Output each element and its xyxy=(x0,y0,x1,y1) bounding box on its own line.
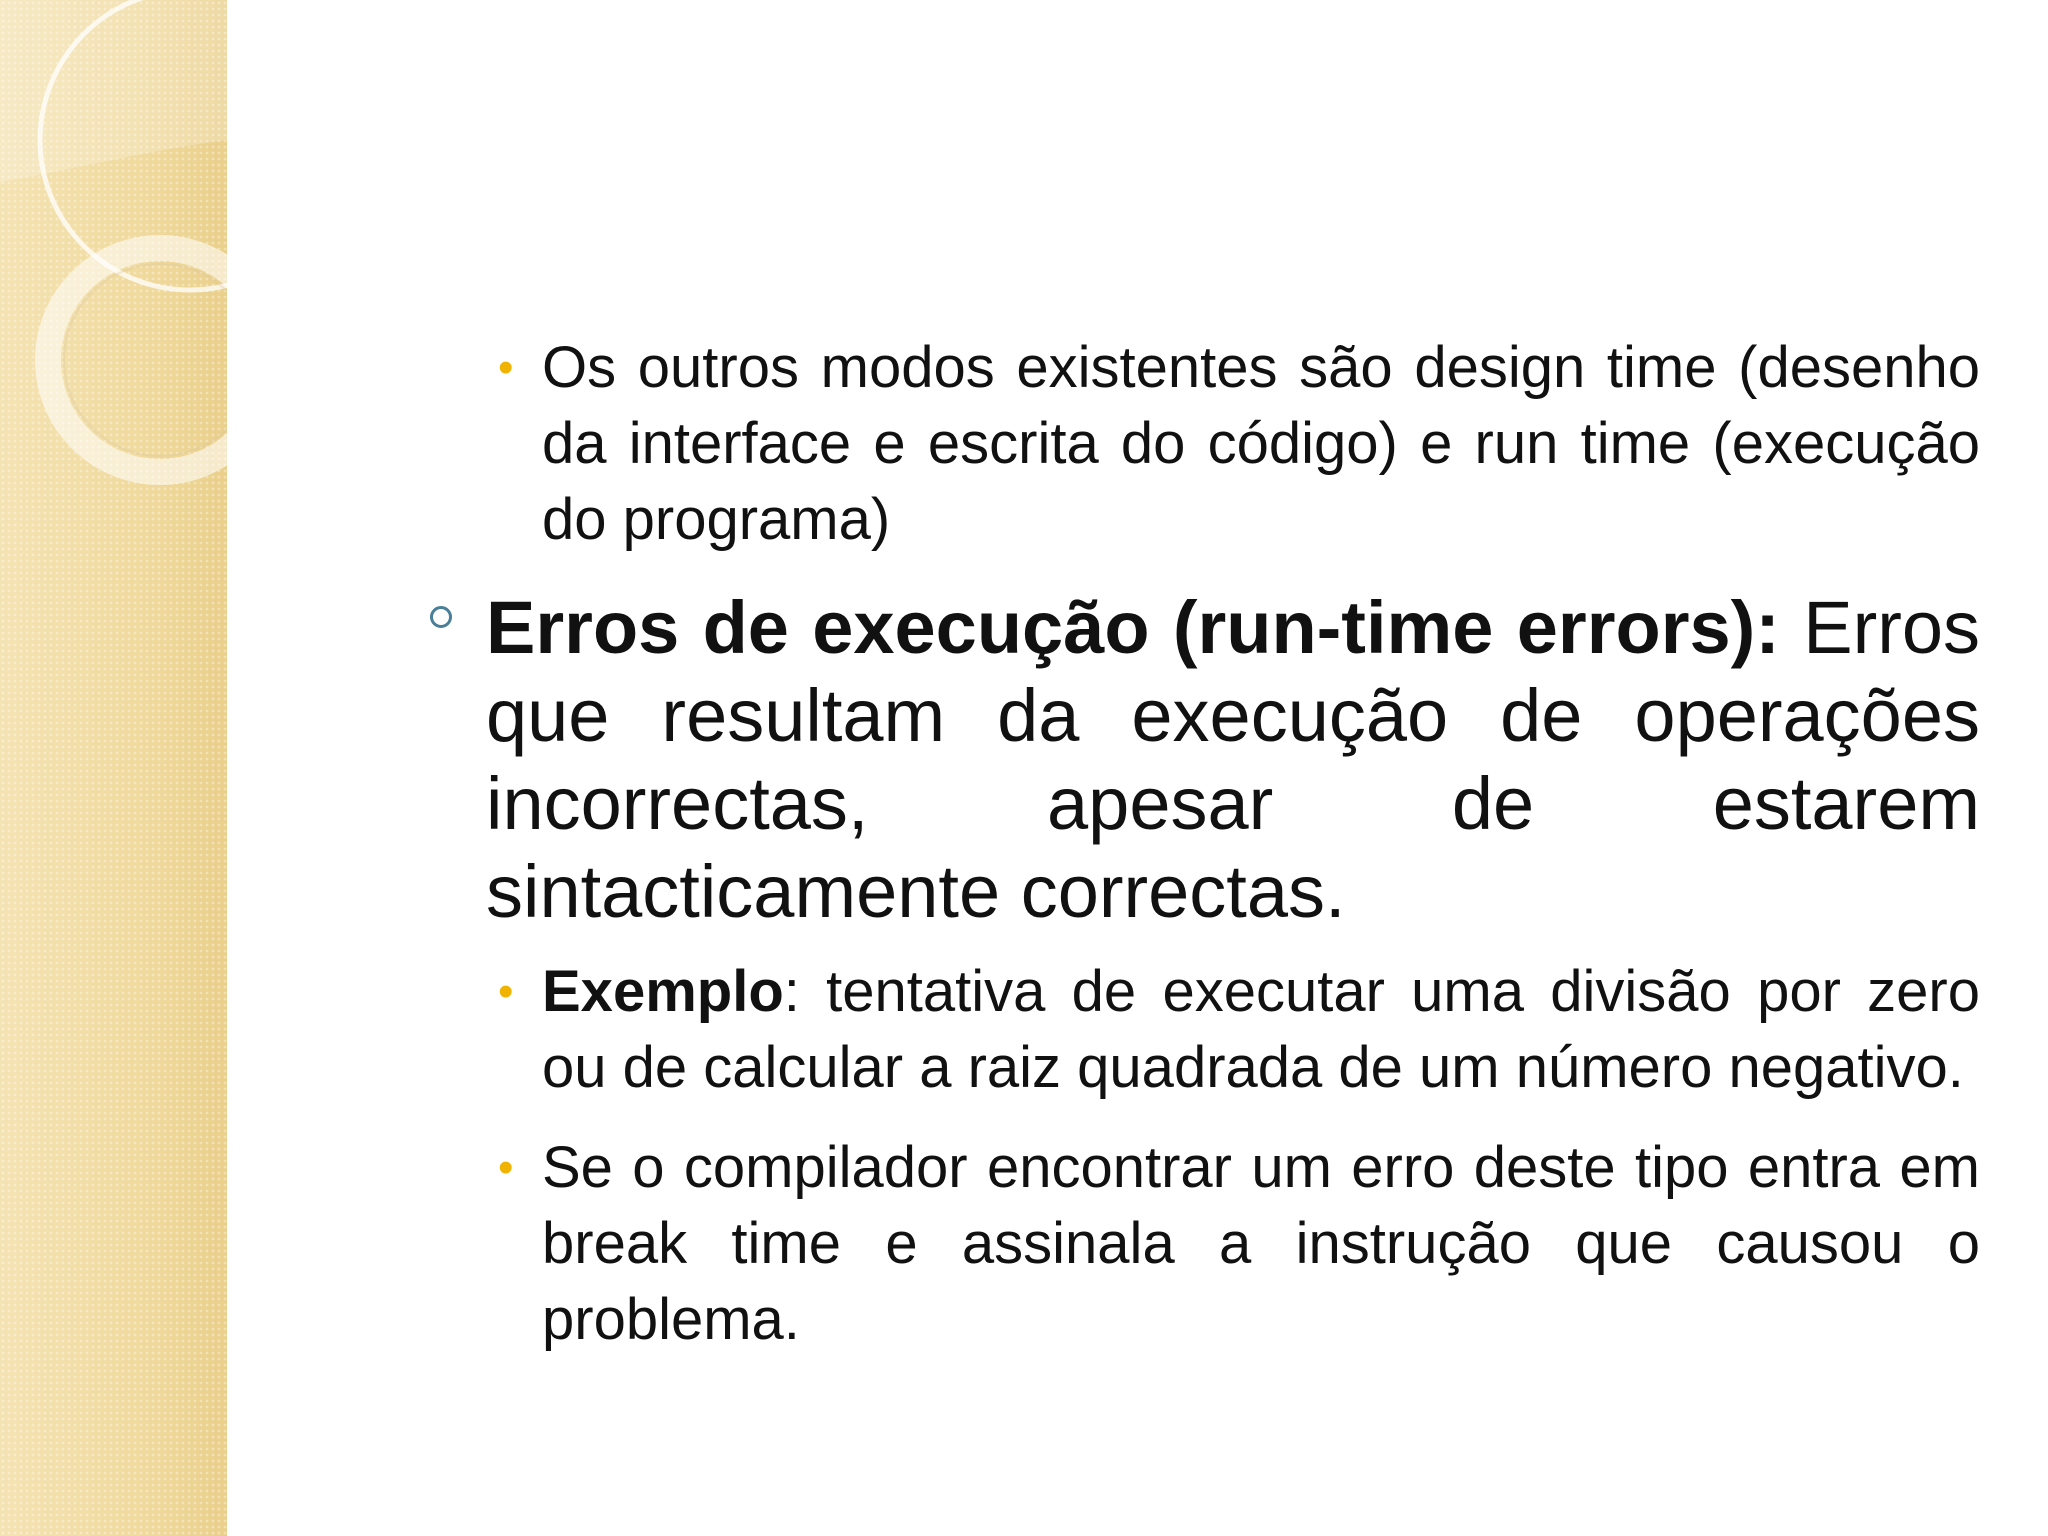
dot-bullet-icon: • xyxy=(498,967,514,1016)
bullet-heading: Exemplo xyxy=(542,959,784,1024)
bullet-text: : tentativa de executar uma divisão por zero ou de calcular a raiz quadrada de um número negativo. xyxy=(542,959,1980,1100)
bullet-break-time xyxy=(498,1130,1980,1358)
bullet-example xyxy=(498,954,1980,1106)
bullet-design-time xyxy=(498,330,1980,558)
bullet-text: Se o compilador encontrar um erro deste tipo entra em break time e assinala a instrução que causou o problema. xyxy=(542,1135,1980,1352)
dot-bullet-icon: • xyxy=(498,343,514,392)
decorative-rings-icon xyxy=(0,0,227,560)
bullet-text: Os outros modos existentes são design time (desenho da interface e escrita do código) e run time (execução do programa) xyxy=(542,335,1980,552)
dot-bullet-icon: • xyxy=(498,1143,514,1192)
bullet-heading: Erros de execução (run-time errors): xyxy=(486,586,1780,669)
decorative-side-band xyxy=(0,0,227,1536)
bullet-text: Erros que resultam da execução de operações incorrectas, apesar de estarem sintacticamente correctas. xyxy=(486,586,1981,933)
slide-content xyxy=(420,330,1980,1358)
bullet-runtime-errors xyxy=(486,584,1980,936)
ring-bullet-icon xyxy=(430,606,452,628)
